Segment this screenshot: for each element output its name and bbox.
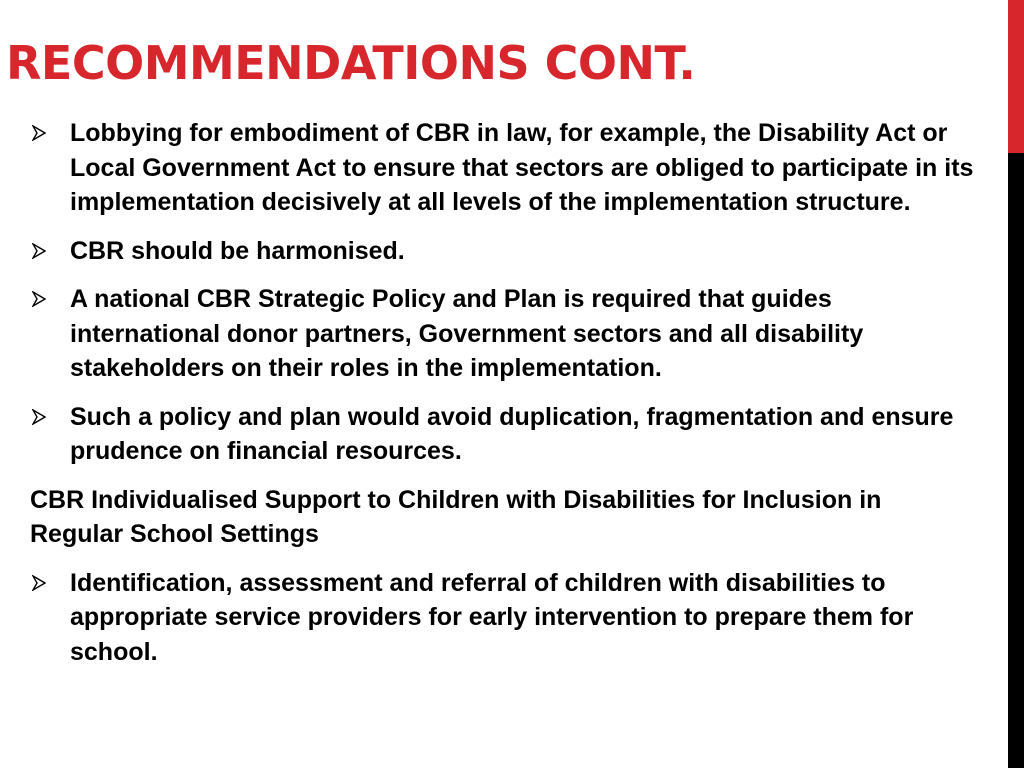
accent-bar-red: [1008, 0, 1024, 153]
arrow-bullet-icon: [32, 291, 46, 307]
bullet-item: [30, 234, 976, 269]
slide-title: RECOMMENDATIONS CONT.: [6, 36, 696, 90]
arrow-bullet-icon: [32, 243, 46, 259]
bullet-item: [30, 282, 976, 386]
slide-content: [30, 116, 976, 683]
accent-bar-black: [1008, 153, 1024, 768]
subheading: CBR Individualised Support to Children with Disabilities for Inclusion in Regular School Settings: [30, 485, 882, 548]
bullet-item: [30, 116, 976, 220]
bullet-item: [30, 566, 976, 670]
bullet-text: A national CBR Strategic Policy and Plan is required that guides international donor partners, Government sectors and all disability stakeholders on their roles in the implementation.: [70, 285, 864, 382]
arrow-bullet-icon: [32, 409, 46, 425]
bullet-text: CBR should be harmonised.: [70, 236, 405, 265]
bullet-text: Such a policy and plan would avoid duplication, fragmentation and ensure prudence on financial resources.: [70, 402, 954, 465]
bullet-item: [30, 400, 976, 469]
arrow-bullet-icon: [32, 125, 46, 141]
arrow-bullet-icon: [32, 575, 46, 591]
bullet-text: Identification, assessment and referral of children with disabilities to appropriate service providers for early intervention to prepare them for school.: [70, 568, 914, 666]
bullet-text: Lobbying for embodiment of CBR in law, for example, the Disability Act or Local Government Act to ensure that sectors are obliged to participate in its implementation decisively at all levels of the implementation structure.: [70, 119, 974, 216]
